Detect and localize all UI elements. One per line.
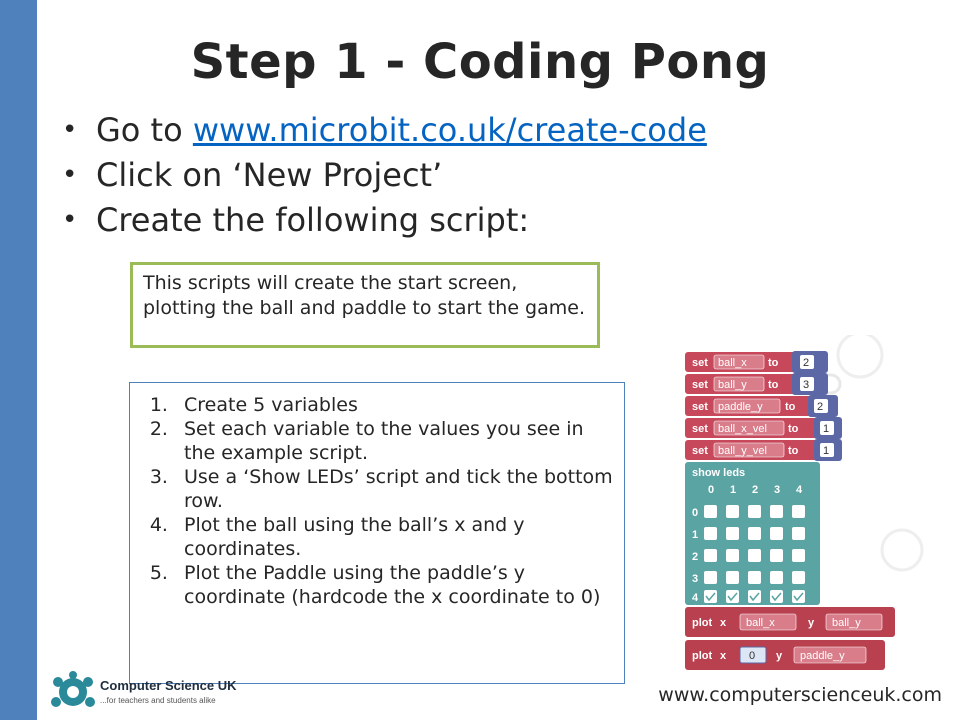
to-label: to (768, 357, 779, 369)
step-item: 5. Plot the Paddle using the paddle’s y coordinate (hardcode the x coordinate to 0) (174, 561, 614, 609)
bullet-goto (58, 108, 707, 153)
var-name: ball_y_vel (718, 445, 767, 457)
bullet-new-project (58, 153, 707, 198)
var-name: paddle_y (718, 401, 763, 413)
set-label: set (692, 357, 708, 369)
show-leds-label: show leds (692, 467, 746, 479)
var-name: ball_y (718, 379, 747, 391)
col-label: 2 (752, 484, 759, 496)
logo-name: Computer Science UK (100, 678, 237, 693)
plot-y-var: paddle_y (800, 650, 845, 662)
plot-ball-block (685, 607, 895, 637)
slide-title: Step 1 - Coding Pong (190, 34, 770, 90)
var-name: ball_x (718, 357, 747, 369)
plot-x-var: ball_x (746, 617, 775, 629)
set-value: 2 (817, 401, 824, 413)
left-accent-bar (0, 0, 37, 720)
bullet-create-script (58, 198, 707, 243)
col-label: 3 (774, 484, 781, 496)
x-label: x (720, 617, 727, 629)
bullet-new-project-text: Click on ‘New Project’ (96, 156, 443, 194)
col-label: 1 (730, 484, 737, 496)
row-label: 1 (692, 529, 699, 541)
set-blocks (685, 351, 842, 461)
plot-label: plot (692, 650, 713, 662)
bullet-dot-icon: • (62, 205, 78, 235)
bullet-goto-prefix: Go to (96, 111, 193, 149)
y-label: y (808, 617, 815, 629)
set-label: set (692, 379, 708, 391)
show-leds-block (685, 462, 820, 605)
row-label: 0 (692, 507, 699, 519)
plot-label: plot (692, 617, 713, 629)
instruction-bullets (58, 108, 707, 243)
set-label: set (692, 401, 708, 413)
col-label: 4 (796, 484, 803, 496)
bullet-dot-icon: • (62, 160, 78, 190)
set-label: set (692, 445, 708, 457)
bullet-create-script-text: Create the following script: (96, 201, 530, 239)
logo-tagline: ...for teachers and students alike (100, 696, 216, 705)
plot-paddle-block (685, 640, 885, 670)
set-value: 1 (823, 423, 830, 435)
footer-url: www.computerscienceuk.com (658, 684, 942, 706)
col-label: 0 (708, 484, 715, 496)
to-label: to (788, 423, 799, 435)
row-label: 2 (692, 551, 699, 563)
set-value: 3 (803, 379, 810, 391)
steps-list (140, 393, 614, 609)
set-value: 2 (803, 357, 810, 369)
var-name: ball_x_vel (718, 423, 767, 435)
set-value: 1 (823, 445, 830, 457)
plot-x-value: 0 (749, 650, 756, 662)
csuk-logo-icon (48, 670, 98, 714)
to-label: to (785, 401, 796, 413)
step-item: 2. Set each variable to the values you see in the example script. (174, 417, 614, 465)
microbit-link[interactable]: www.microbit.co.uk/create-code (192, 111, 707, 149)
row-label: 3 (692, 573, 699, 585)
row-label: 4 (692, 592, 699, 604)
step-item: 1. Create 5 variables (174, 393, 614, 417)
x-label: x (720, 650, 727, 662)
y-label: y (776, 650, 783, 662)
to-label: to (788, 445, 799, 457)
steps-box (129, 382, 625, 684)
step-item: 4. Plot the ball using the ball’s x and y coordinates. (174, 513, 614, 561)
block-script-image (630, 335, 960, 680)
step-item: 3. Use a ‘Show LEDs’ script and tick the bottom row. (174, 465, 614, 513)
set-label: set (692, 423, 708, 435)
bullet-dot-icon: • (62, 115, 78, 145)
info-box: This scripts will create the start screen, plotting the ball and paddle to start the game. (130, 262, 600, 348)
plot-y-var: ball_y (832, 617, 861, 629)
to-label: to (768, 379, 779, 391)
